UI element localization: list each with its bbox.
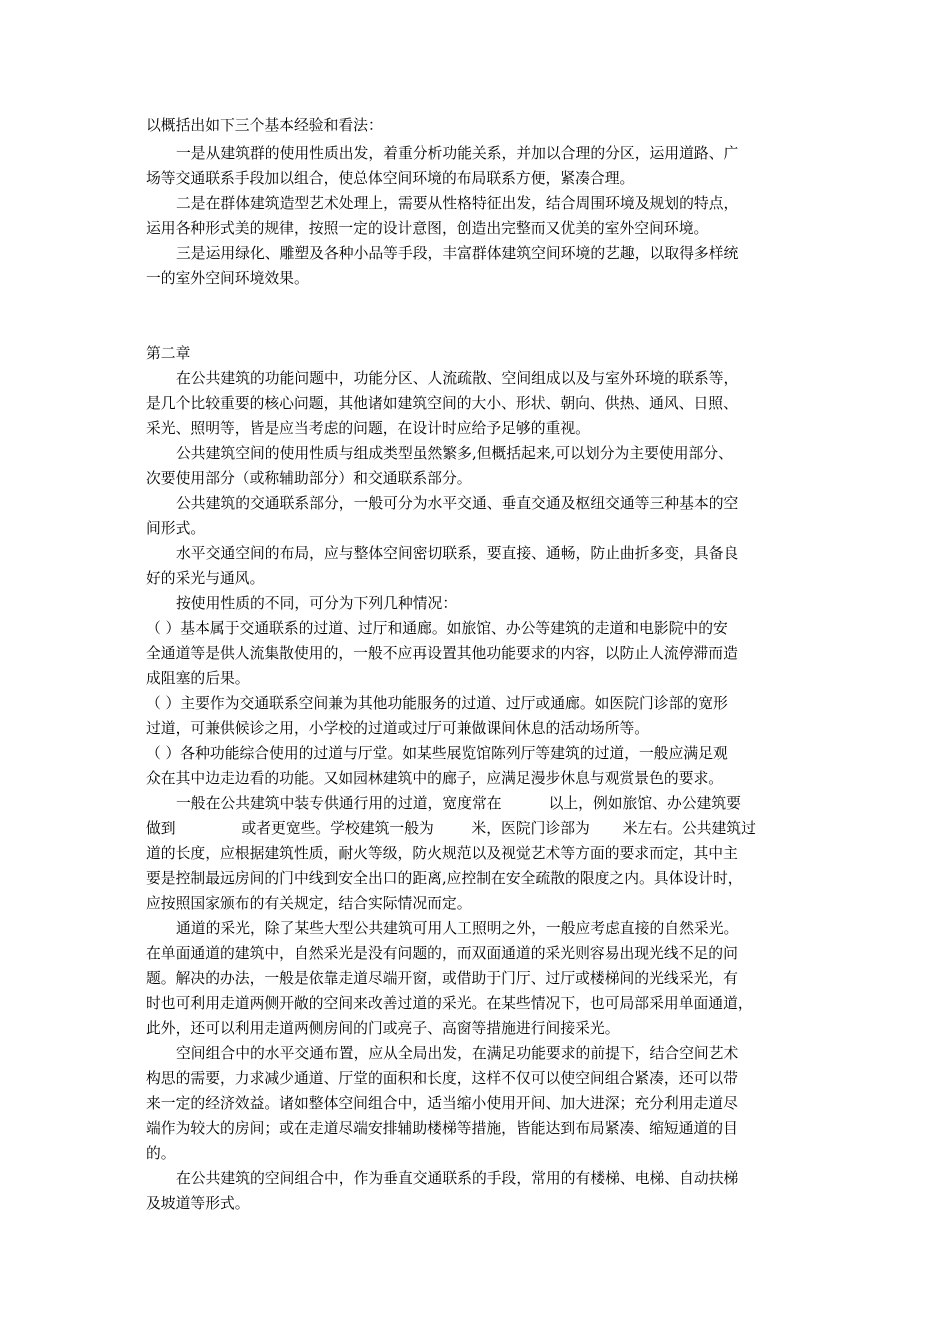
- list-item-line: （ ）基本属于交通联系的过道、过厅和通廊。如旅馆、办公等建筑的走道和电影院中的安: [146, 620, 728, 637]
- paragraph-line: 好的采光与通风。: [146, 570, 265, 587]
- paragraph-line: 间形式。: [146, 520, 206, 537]
- paragraph-line: 构思的需要，力求减少通道、厅堂的面积和长度，这样不仅可以使空间组合紧凑，还可以带: [146, 1070, 738, 1087]
- paragraph-line: 一是从建筑群的使用性质出发，着重分析功能关系，并加以合理的分区，运用道路、广: [176, 145, 739, 162]
- paragraph-line: 在公共建筑的功能问题中，功能分区、人流疏散、空间组成以及与室外环境的联系等，: [176, 370, 739, 387]
- paragraph-line: 以概括出如下三个基本经验和看法：: [146, 117, 383, 134]
- paragraph-line: 道的长度，应根据建筑性质，耐火等级，防火规范以及视觉艺术等方面的要求而定，其中主: [146, 845, 738, 862]
- paragraph-line: 三是运用绿化、雕塑及各种小品等手段，丰富群体建筑空间环境的艺趣，以取得多样统: [176, 245, 739, 262]
- paragraph-line: 二是在群体建筑造型艺术处理上，需要从性格特征出发，结合周围环境及规划的特点，: [176, 195, 739, 212]
- paragraph-line: 在单面通道的建筑中，自然采光是没有问题的，而双面通道的采光则容易出现光线不足的问: [146, 945, 738, 962]
- list-item-line: （ ）主要作为交通联系空间兼为其他功能服务的过道、过厅或通廊。如医院门诊部的宽形: [146, 695, 728, 712]
- paragraph-line: 一的室外空间环境效果。: [146, 270, 309, 287]
- paragraph-line: 场等交通联系手段加以组合，使总体空间环境的布局联系方便，紧凑合理。: [146, 170, 635, 187]
- paragraph-line: 做到 或者更宽些。学校建筑一般为 米，医院门诊部为 米左右。公共建筑过: [146, 820, 756, 837]
- paragraph-line: 的。: [146, 1145, 176, 1162]
- paragraph-line: 公共建筑的交通联系部分，一般可分为水平交通、垂直交通及枢纽交通等三种基本的空: [176, 495, 739, 512]
- paragraph-line: 一般在公共建筑中装专供通行用的过道，宽度常在 以上，例如旅馆、办公建筑要: [176, 795, 741, 812]
- paragraph-line: 来一定的经济效益。诸如整体空间组合中，适当缩小使用开间、加大进深；充分利用走道尽: [146, 1095, 738, 1112]
- paragraph-line: 公共建筑空间的使用性质与组成类型虽然繁多,但概括起来,可以划分为主要使用部分、: [176, 445, 733, 462]
- paragraph-line: 时也可利用走道两侧开敞的空间来改善过道的采光。在某些情况下，也可局部采用单面通道，: [146, 995, 753, 1012]
- paragraph-line: 采光、照明等，皆是应当考虑的问题，在设计时应给予足够的重视。: [146, 420, 590, 437]
- paragraph-line: 端作为较大的房间；或在走道尽端安排辅助楼梯等措施，皆能达到布局紧凑、缩短通道的目: [146, 1120, 738, 1137]
- list-item-line: （ ）各种功能综合使用的过道与厅堂。如某些展览馆陈列厅等建筑的过道，一般应满足观: [146, 745, 728, 762]
- paragraph-line: 水平交通空间的布局，应与整体空间密切联系，要直接、通畅，防止曲折多变，具备良: [176, 545, 739, 562]
- paragraph-line: 通道的采光，除了某些大型公共建筑可用人工照明之外，一般应考虑直接的自然采光。: [176, 920, 739, 937]
- paragraph-line: 是几个比较重要的核心问题，其他诸如建筑空间的大小、形状、朝向、供热、通风、日照、: [146, 395, 738, 412]
- paragraph-line: 过道，可兼供候诊之用，小学校的过道或过厅可兼做课间休息的活动场所等。: [146, 720, 650, 737]
- paragraph-line: 及坡道等形式。: [146, 1195, 250, 1212]
- paragraph-line: 众在其中边走边看的功能。又如园林建筑中的廊子，应满足漫步休息与观赏景色的要求。: [146, 770, 724, 787]
- paragraph-line: 运用各种形式美的规律，按照一定的设计意图，创造出完整而又优美的室外空间环境。: [146, 220, 709, 237]
- paragraph-line: 此外，还可以利用走道两侧房间的门或亮子、高窗等措施进行间接采光。: [146, 1020, 620, 1037]
- paragraph-line: 题。解决的办法，一般是依靠走道尽端开窗，或借助于门厅、过厅或楼梯间的光线采光，有: [146, 970, 738, 987]
- paragraph-line: 应按照国家颁布的有关规定，结合实际情况而定。: [146, 895, 472, 912]
- paragraph-line: 按使用性质的不同，可分为下列几种情况：: [176, 595, 458, 612]
- paragraph-line: 成阻塞的后果。: [146, 670, 250, 687]
- paragraph-line: 要是控制最远房间的门中线到安全出口的距离,应控制在安全疏散的限度之内。具体设计时，: [146, 870, 743, 887]
- paragraph-line: 空间组合中的水平交通布置，应从全局出发，在满足功能要求的前提下，结合空间艺术: [176, 1045, 739, 1062]
- paragraph-line: 在公共建筑的空间组合中，作为垂直交通联系的手段，常用的有楼梯、电梯、自动扶梯: [176, 1170, 739, 1187]
- paragraph-line: 次要使用部分（或称辅助部分）和交通联系部分。: [146, 470, 472, 487]
- chapter-heading: 第二章: [146, 345, 191, 362]
- paragraph-line: 全通道等是供人流集散使用的，一般不应再设置其他功能要求的内容，以防止人流停滞而造: [146, 645, 738, 662]
